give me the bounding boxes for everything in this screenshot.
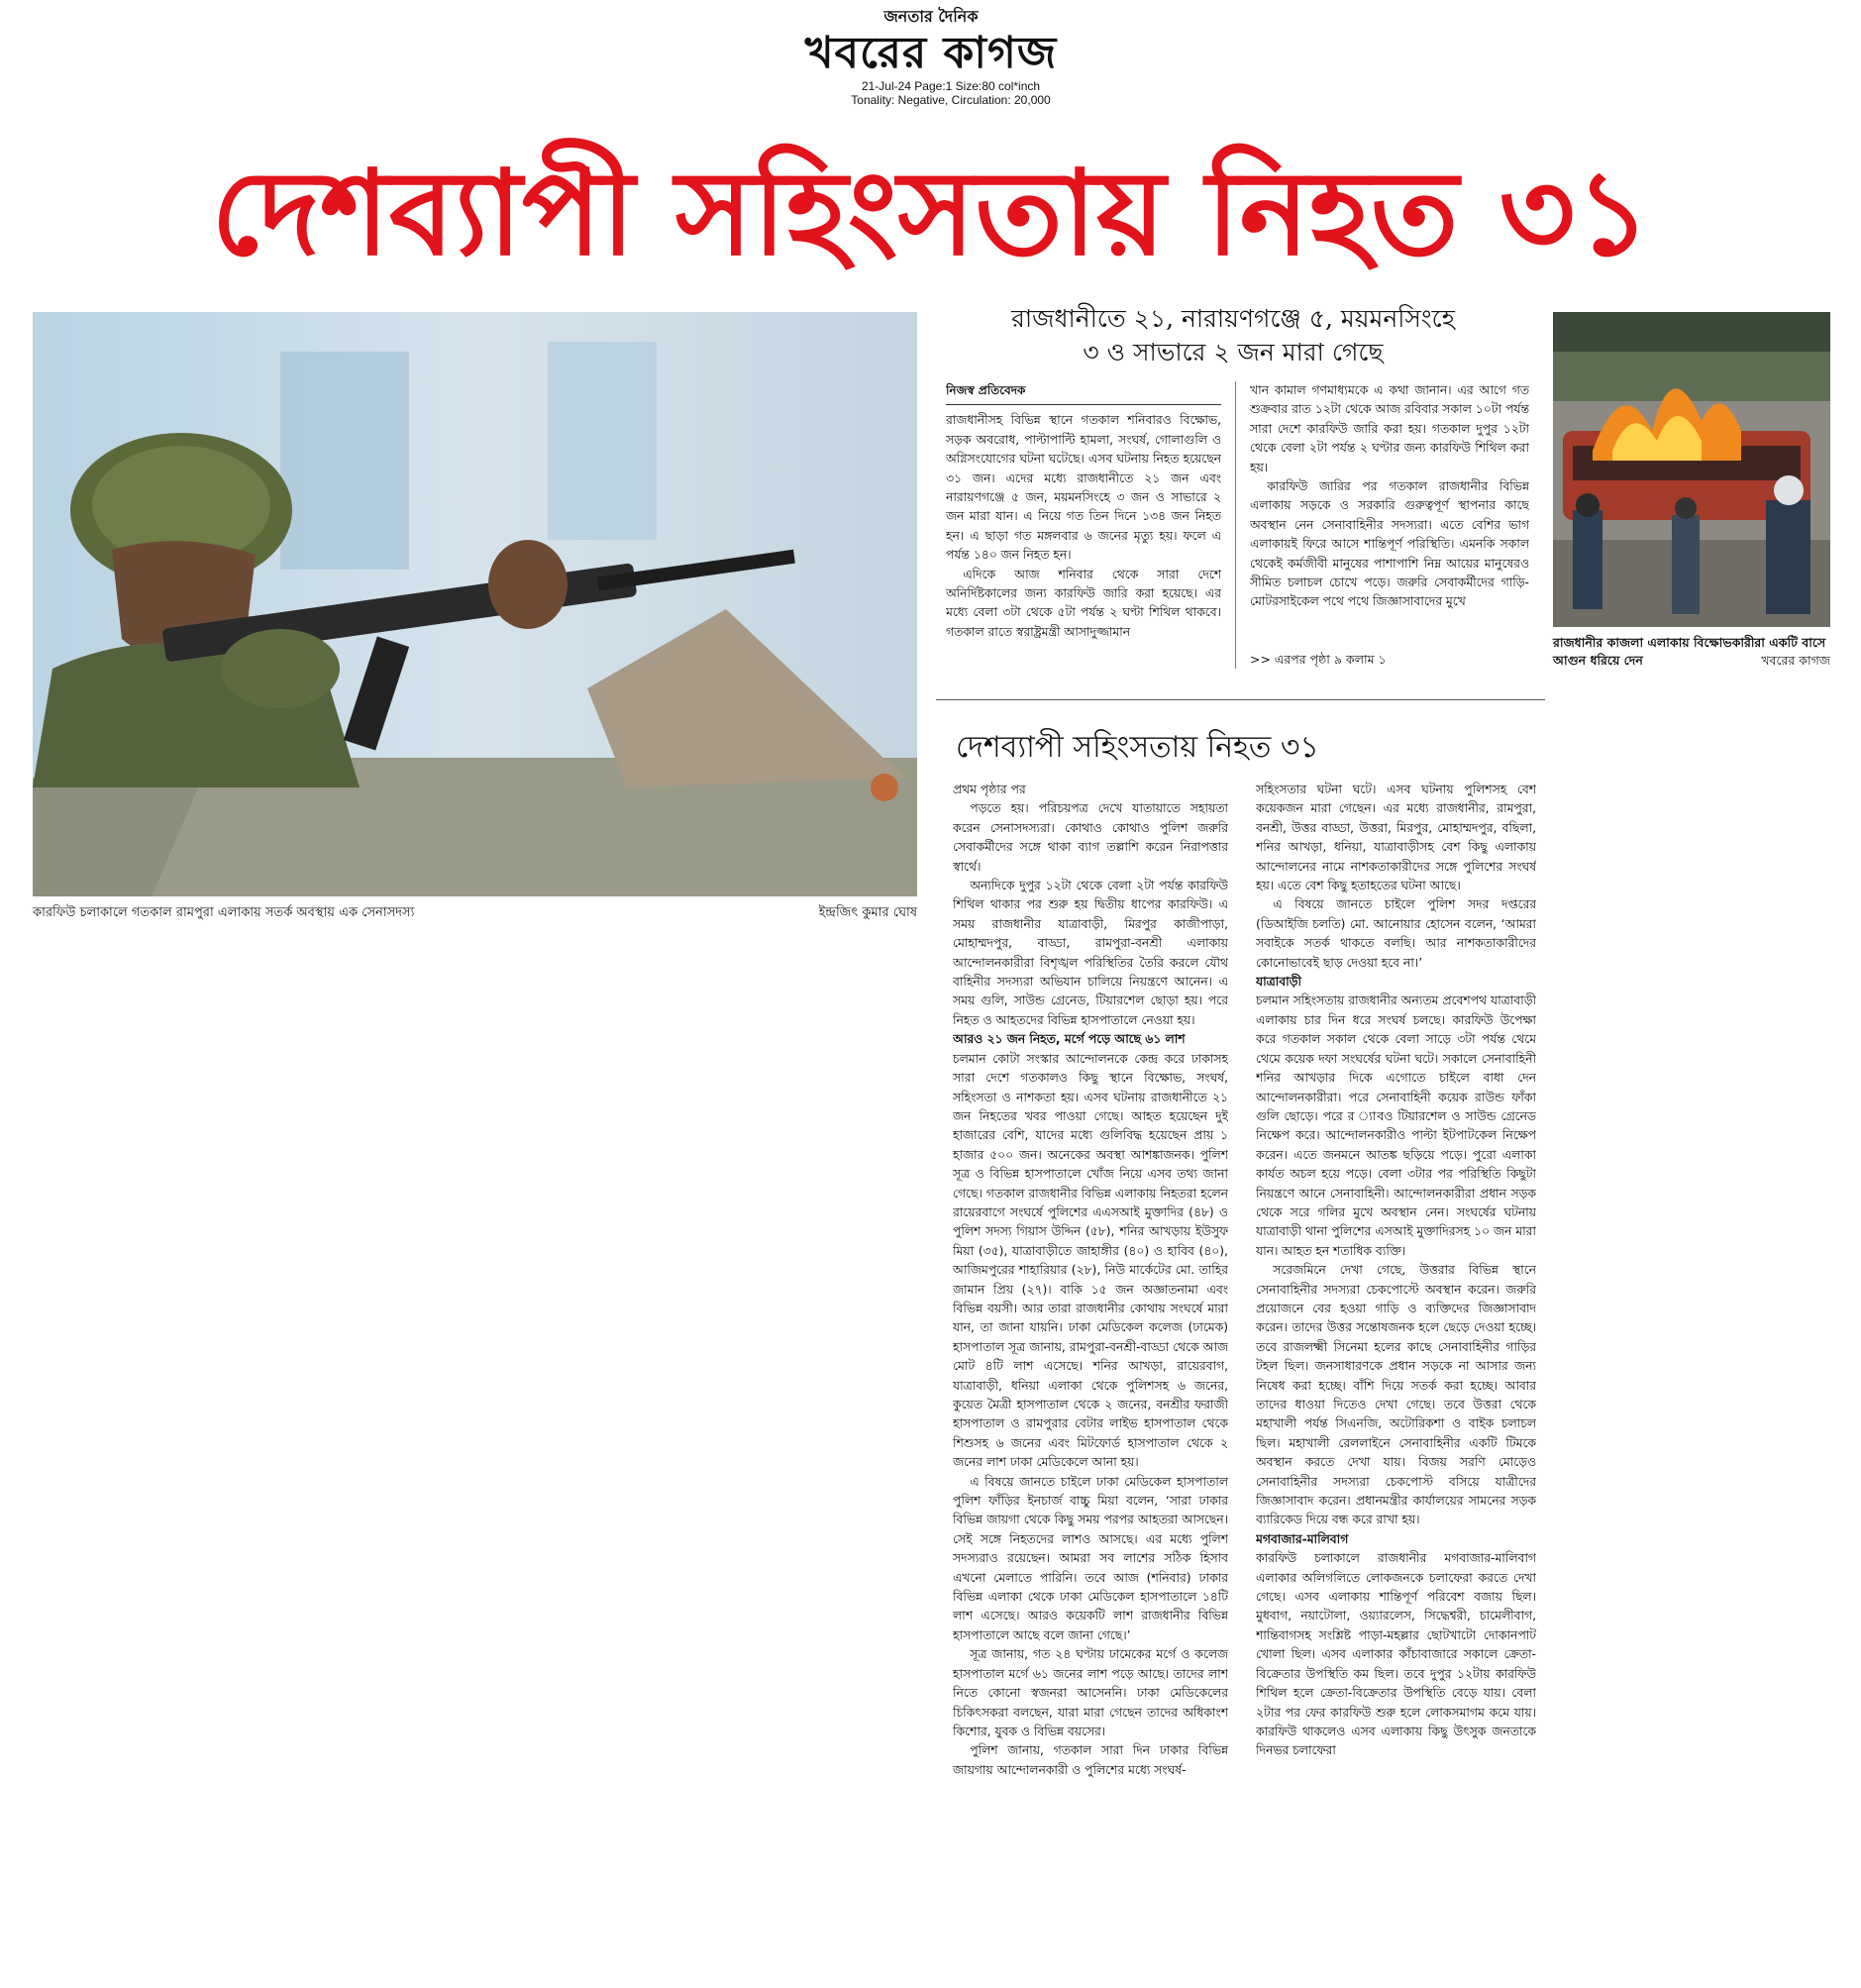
fire-photo-caption bbox=[1553, 634, 1830, 670]
cont-col2-h2: মগবাজার-মালিবাগ bbox=[1256, 1531, 1349, 1546]
meta-line2: Tonality: Negative, Circulation: 20,000 bbox=[851, 93, 1051, 107]
cont-col1-p5: সূত্র জানায়, গত ২৪ ঘণ্টায় ঢামেকের মর্গে ও কলেজ হাসপাতাল মর্গে ৬১ জনের লাশ পড়ে আছে। তাদের লাশ নিতে কোনো স্বজনরা আসেননি। ঢাকা মেডিকেলের চিকিৎসকরা বলছেন, যারা মারা গেছেন তাদের অধিকাংশ কিশোর, যুবক ও বিভিন্ন বয়সের। bbox=[953, 1647, 1228, 1738]
meta-line1: 21-Jul-24 Page:1 Size:80 col*inch bbox=[861, 79, 1041, 93]
cont-col2-h1: যাত্রাবাড়ী bbox=[1256, 975, 1301, 990]
cont-col2-p5: কারফিউ চলাকালে রাজধানীর মগবাজার-মালিবাগ এলাকার অলিগলিতে লোকজনকে চলাফেরা করতে দেখা গেছে। এসব এলাকায় শান্তিপূর্ণ পরিবেশ বজায় ছিল। মুধবাগ, নয়াটোলা, ওয়্যারলেস, সিদ্ধেশ্বরী, চামেলীবাগ, শান্তিবাগসহ সংশ্লিষ্ট পাড়া-মহল্লার ছোটখাটো দোকানপাট খোলা ছিল। এসব এলাকার কাঁচাবাজারে সকালে ক্রেতা-বিক্রেতার উপস্থিতি কম ছিল। তবে দুপুর ১২টায় কারফিউ শিথিল হলে ক্রেতা-বিক্রেতার উপস্থিতি বেড়ে যায়। বেলা ২টার পর ফের কারফিউ শুরু হলে লোকসমাগম কমে যায়। কারফিউ থাকলেও এসব এলাকায় কিছু উৎসুক জনতাকে দিনভর চলাফেরা bbox=[1256, 1551, 1536, 1758]
section-rule bbox=[936, 699, 1545, 700]
soldier-photo bbox=[33, 312, 917, 896]
cont-col1-p1: পড়তে হয়। পরিচয়পত্র দেখে যাতায়াতে সহায়তা করেন সেনাসদস্যরা। কোথাও কোথাও পুলিশ জরুরি সেবাকর্মীদের সঙ্গে থাকা ব্যাগ তল্লাশি করেন নিরাপত্তার স্বার্থে। bbox=[953, 801, 1228, 874]
cont-col2-p2: এ বিষয়ে জানতে চাইলে পুলিশ সদর দপ্তরের (ডিআইজি চলতি) মো. আনোয়ার হোসেন বলেন, ‘আমরা সবাইকে সতর্ক থাকতে বলছি। আর নাশকতাকারীদের কোনোভাবেই ছাড় দেওয়া হবে না।’ bbox=[1256, 897, 1536, 970]
cont-col2-p1: সহিংসতার ঘটনা ঘটে। এসব ঘটনায় পুলিশসহ বেশ কয়েকজন মারা গেছেন। এর মধ্যে রাজধানীর, রামপুরা, বনশ্রী, উত্তর বাড্ডা, উত্তরা, মিরপুর, মোহাম্মদপুর, বছিলা, শনির আখড়া, ধনিয়া, যাত্রাবাড়ীসহ বেশ কিছু এলাকায় আন্দোলনের নামে নাশকতাকারীদের সঙ্গে পুলিশের সংঘর্ষ হয়। এতে বেশ কিছু হতাহতের ঘটনা আছে। bbox=[1256, 783, 1536, 893]
fire-photo bbox=[1553, 312, 1830, 627]
lead-col1-p1: রাজধানীসহ বিভিন্ন স্থানে গতকাল শনিবারও বিক্ষোভ, সড়ক অবরোধ, পাল্টাপাল্টি হামলা, সংঘর্ষ, গোলাগুলি ও অগ্নিসংযোগের ঘটনা ঘটেছে। এসব ঘটনায় নিহত হয়েছেন ৩১ জন। এদের মধ্যে রাজধানীতে ২১ জন এবং নারায়ণগঞ্জে ৫ জন, ময়মনসিংহে ৩ জন ও সাভারে ২ জন মারা যান। এ নিয়ে গত তিন দিনে ১৩৪ জন নিহত হন। এ ছাড়া গত মঙ্গলবার ৬ জনের মৃত্যু হয়। ফলে এ পর্যন্ত ১৪০ জন নিহত হন। bbox=[946, 413, 1221, 563]
lead-subhead-line2: ৩ ও সাভারে ২ জন মারা গেছে bbox=[1083, 338, 1384, 366]
lead-col2 bbox=[1250, 381, 1529, 641]
lead-col1 bbox=[946, 381, 1221, 669]
cont-col2 bbox=[1256, 781, 1536, 1969]
bus-fire-photo bbox=[1553, 312, 1830, 627]
lead-col1-p2: এদিকে আজ শনিবার থেকে সারা দেশে অনির্দিষ্টকালের জন্য কারফিউ জারি করা হয়েছে। এর মধ্যে বেলা ৩টা থেকে ৫টা পর্যন্ত ২ ঘণ্টা শিথিল থাকবে। গতকাল রাতে স্বরাষ্ট্রমন্ত্রী আসাদুজ্জামান bbox=[946, 567, 1221, 639]
byline-rule bbox=[946, 404, 1221, 405]
cont-col1-p2: অন্যদিকে দুপুর ১২টা থেকে বেলা ২টা পর্যন্ত কারফিউ শিথিল থাকার পর শুরু হয় দ্বিতীয় ধাপের কারফিউ। এ সময় রাজধানীর যাত্রাবাড়ী, মিরপুর কাজীপাড়া, মোহাম্মদপুর, বাড্ডা, রামপুরা-বনশ্রী এলাকায় আন্দোলনকারীরা বিশৃঙ্খল পরিস্থিতির তৈরি করলে যৌথ বাহিনীর সদস্যরা অভিযান চালিয়ে নিয়ন্ত্রণে আনেন। এ সময় গুলি, সাউন্ড গ্রেনেড, টিয়ারশেল ছোড়া হয়। পরে নিহত ও আহতদের বিভিন্ন হাসপাতালে নেওয়া হয়। bbox=[953, 879, 1228, 1027]
cont-from: প্রথম পৃষ্ঠার পর bbox=[953, 783, 1026, 796]
cont-col1 bbox=[953, 781, 1228, 1969]
masthead-tagline: জনতার দৈনিক bbox=[883, 7, 979, 26]
lead-subhead bbox=[936, 302, 1530, 369]
masthead-title: খবরের কাগজ bbox=[804, 28, 1058, 78]
lead-subhead-line1: রাজধানীতে ২১, নারায়ণগঞ্জে ৫, ময়মনসিংহে bbox=[1011, 304, 1455, 333]
cont-col1-p4: এ বিষয়ে জানতে চাইলে ঢাকা মেডিকেল হাসপাতাল পুলিশ ফাঁড়ির ইনচার্জ বাচ্চু মিয়া বলেন, ‘সারা ঢাকার বিভিন্ন জায়গা থেকে কিছু সময় পরপর আহতরা আসছেন। সেই সঙ্গে নিহতদের লাশও আসছে। এর মধ্যে পুলিশ সদস্যরাও রয়েছেন। আমরা সব লাশের সঠিক হিসাব এখনো মেলাতে পারিনি। তবে আজ (শনিবার) ঢাকার বিভিন্ন এলাকা থেকে ঢাকা মেডিকেল হাসপাতালে ১৪টি লাশ এসেছে। আরও কয়েকটি লাশ রাজধানীর বিভিন্ন হাসপাতালে আছে বলে জানা গেছে।’ bbox=[953, 1474, 1228, 1642]
fire-photo-caption-text: রাজধানীর কাজলা এলাকায় বিক্ষোভকারীরা একটি বাসে আগুন ধরিয়ে দেন bbox=[1553, 635, 1826, 668]
lead-col2-p1: খান কামাল গণমাধ্যমকে এ কথা জানান। এর আগে গত শুক্রবার রাত ১২টা থেকে আজ রবিবার সকাল ১০টা পর্যন্ত সারা দেশে কারফিউ জারি করা হয়। গতকাল দুপুর ১২টা থেকে বেলা ২টা পর্যন্ত ২ ঘণ্টার জন্য কারফিউ শিথিল করা হয়। bbox=[1250, 383, 1529, 474]
main-photo bbox=[33, 312, 917, 896]
main-headline: দেশব্যাপী সহিংসতায় নিহত ৩১ bbox=[211, 145, 1651, 281]
fire-photo-credit: খবরের কাগজ bbox=[1761, 653, 1830, 668]
cont-col2-p4: সরেজমিনে দেখা গেছে, উত্তরার বিভিন্ন স্থানে সেনাবাহিনীর সদস্যরা চেকপোস্টে অবস্থান করেন। জরুরি প্রয়োজনে বের হওয়া গাড়ি ও ব্যক্তিদের জিজ্ঞাসাবাদ করেন। তাদের উত্তর সন্তোষজনক হলে ছেড়ে দেওয়া হচ্ছে। তবে রাজলক্ষ্মী সিনেমা হলের কাছে সেনাবাহিনীর গাড়ির টহল ছিল। জনসাধারণকে প্রধান সড়কে না আসার জন্য নিষেধ করা হচ্ছে। বাঁশি দিয়ে সতর্ক করা হচ্ছে। আবার তাদের ধাওয়া দিতেও দেখা গেছে। তবে উত্তরা থেকে মহাখালী পর্যন্ত সিএনজি, অটোরিকশা ও বাইক চলাচল ছিল। মহাখালী রেললাইনে সেনাবাহিনীর একটি টিমকে অবস্থান করতে দেখা যায়। বিজয় সরণি মোড়েও সেনাবাহিনীর সদস্যরা চেকপোস্ট বসিয়ে যাত্রীদের জিজ্ঞাসাবাদ করেন। প্রধানমন্ত্রীর কার্যালয়ের সামনের সড়ক ব্যারিকেড দিয়ে বন্ধ করে রাখা হয়। bbox=[1256, 1263, 1536, 1527]
cont-col1-p3: চলমান কোটা সংস্কার আন্দোলনকে কেন্দ্র করে ঢাকাসহ সারা দেশে গতকালও কিছু স্থানে বিক্ষোভ, সংঘর্ষ, সহিংসতা ও নাশকতা হয়। এসব ঘটনায় রাজধানীতে ২১ জন নিহতের খবর পাওয়া গেছে। আহত হয়েছেন দুই হাজারের বেশি, যাদের মধ্যে গুলিবিদ্ধ হয়েছেন প্রায় ১ হাজার ৫০০ জন। অনেকের অবস্থা আশঙ্কাজনক। পুলিশ সূত্র ও বিভিন্ন হাসপাতালে খোঁজ নিয়ে এসব তথ্য জানা গেছে। গতকাল রাজধানীর বিভিন্ন এলাকায় নিহতরা হলেন রায়েরবাগে সংঘর্ষে পুলিশের এএসআই মুক্তাদির (৪৮) ও পুলিশ সদস্য গিয়াস উদ্দিন (৫৮), শনির আখড়ায় ইউসুফ মিয়া (৩৫), যাত্রাবাড়ীতে জাহাঙ্গীর (৪০) ও হাবিব (৪০), আজিমপুরের শাহারিয়ার (২৮), নিউ মার্কেটের মো. তাহির জামান প্রিয় (২৭)। বাকি ১৫ জন অজ্ঞাতনামা এবং বিভিন্ন বয়সী। আর তারা রাজধানীর কোথায় সংঘর্ষে মারা যান, তা জানা যায়নি। ঢাকা মেডিকেল কলেজ (ঢামেক) হাসপাতাল সূত্র জানায়, রামপুরা-বনশ্রী-বাড্ডা থেকে আজ মোট ৪টি লাশ এসেছে। শনির আখড়া, রায়েরবাগ, যাত্রাবাড়ী, ধনিয়া এলাকা থেকে পুলিশসহ ৬ জনের, কুয়েত মৈত্রী হাসপাতাল থেকে ২ জনের, বনশ্রীর ফরাজী হাসপাতাল ও রামপুরার বেটার লাইভ হাসপাতাল থেকে শিশুসহ ৬ জনের এবং মিটফোর্ড হাসপাতাল থেকে ২ জনের লাশ ঢাকা মেডিকেলে আনা হয়। bbox=[953, 1051, 1228, 1470]
page-meta bbox=[802, 79, 1099, 107]
byline: নিজস্ব প্রতিবেদক bbox=[946, 383, 1026, 397]
main-photo-caption bbox=[33, 903, 917, 924]
main-photo-caption-text: কারফিউ চলাকালে গতকাল রামপুরা এলাকায় সতর্ক অবস্থায় এক সেনাসদস্য bbox=[33, 905, 415, 920]
col-divider bbox=[1235, 381, 1236, 669]
main-photo-credit: ইন্দ্রজিৎ কুমার ঘোষ bbox=[818, 905, 917, 920]
jump-line: >> এরপর পৃষ্ঠা ৯ কলাম ১ bbox=[1250, 652, 1387, 667]
cont-col1-h1: আরও ২১ জন নিহত, মর্গে পড়ে আছে ৬১ লাশ bbox=[953, 1032, 1186, 1047]
cont-col2-p3: চলমান সহিংসতায় রাজধানীর অন্যতম প্রবেশপথ যাত্রাবাড়ী এলাকায় চার দিন ধরে সংঘর্ষ চলছে। কারফিউ উপেক্ষা করে গতকাল সকাল থেকে বেলা সাড়ে ৩টা পর্যন্ত থেমে থেমে কয়েক দফা সংঘর্ষের ঘটনা ঘটে। সকালে সেনাবাহিনী শনির আখড়ার দিকে এগোতে চাইলে বাধা দেন আন্দোলনকারীরা। পরে সেনাবাহিনী কয়েক রাউন্ড ফাঁকা গুলি ছোড়ে। পরে র ্যাবও টিয়ারশেল ও সাউন্ড গ্রেনেড নিক্ষেপ করে। আন্দোলনকারীও পাল্টা ইটপাটকেল নিক্ষেপ করেন। এতে জনমনে আতঙ্ক ছড়িয়ে পড়ে। পুরো এলাকা কার্যত অচল হয়ে পড়ে। বেলা ৩টার পর পরিস্থিতি কিছুটা নিয়ন্ত্রণে আনে সেনাবাহিনী। আন্দোলনকারীরা প্রধান সড়ক থেকে সরে গলির মুখে অবস্থান নেন। সংঘর্ষের ঘটনায় যাত্রাবাড়ী থানা পুলিশের এসআই মুক্তাদিরসহ ১০ জন মারা যান। আহত হন শতাধিক ব্যক্তি। bbox=[1256, 994, 1536, 1258]
lead-col2-p2: কারফিউ জারির পর গতকাল রাজধানীর বিভিন্ন এলাকায় সড়কে ও সরকারি গুরুত্বপূর্ণ স্থাপনার কাছে অবস্থান নেন সেনাবাহিনীর সদস্যরা। এতে বেশির ভাগ এলাকায়ই ফিরে আসে শান্তিপূর্ণ পরিস্থিতি। এমনকি সকাল থেকেই কর্মজীবী মানুষের পাশাপাশি নিম্ন আয়ের মানুষেরও সীমিত চলাচল চোখে পড়ে। জরুরি সেবাকর্মীদের গাড়ি-মোটরসাইকেল পথে পথে জিজ্ঞাসাবাদের মুখে bbox=[1250, 479, 1529, 609]
continuation-subhead: দেশব্যাপী সহিংসতায় নিহত ৩১ bbox=[956, 730, 1319, 765]
cont-col1-p6: পুলিশ জানায়, গতকাল সারা দিন ঢাকার বিভিন্ন জায়গায় আন্দোলনকারী ও পুলিশের মধ্যে সংঘর্ষ- bbox=[953, 1743, 1228, 1777]
